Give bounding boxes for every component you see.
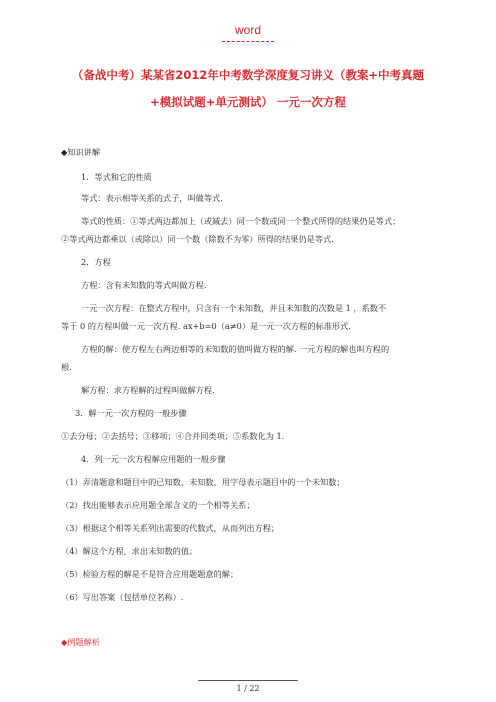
page-number: 1 / 22 (236, 684, 260, 693)
page-header: word (234, 23, 261, 37)
subheading-steps: 3．解一元一次方程的一般步骤 (75, 408, 187, 418)
paragraph-equality-properties-1: 等式的性质：①等式两边都加上（或减去）同一个数或同一个整式所得的结果仍是等式； (81, 216, 401, 226)
footer-rule (198, 680, 298, 681)
subheading-word-problems: 4．列一元一次方程解应用题的一般步骤 (81, 454, 226, 464)
list-item-step-2: （2）找出能够表示应用题全部含义的一个相等关系； (61, 500, 255, 510)
paragraph-steps-list: ①去分母；②去括号；③移项；④合并同类项；⑤系数化为 1. (61, 431, 285, 441)
subheading-equality: 1．等式和它的性质 (81, 172, 152, 182)
paragraph-solving: 解方程：求方程解的过程叫做解方程. (81, 385, 215, 395)
list-item-step-3: （3）根据这个相等关系列出需要的代数式，从而列出方程； (61, 523, 280, 533)
paragraph-solution-1: 方程的解：使方程左右两边相等的未知数的值叫做方程的解. 一元方程的解也叫方程的 (81, 344, 390, 354)
list-item-step-1: （1）弄清题意和题目中的已知数、未知数，用字母表示题目中的一个未知数； (61, 477, 345, 487)
section-heading-examples: ◆例题解析 (61, 637, 101, 647)
document-title-line-2: +模拟试题+单元测试） 一元一次方程 (150, 95, 346, 109)
paragraph-solution-2: 根. (61, 362, 72, 372)
paragraph-linear-equation-1: 一元一次方程：在整式方程中，只含有一个未知数，并且未知数的次数是 1 ，系数不 (81, 303, 387, 313)
section-heading-knowledge: ◆知识讲解 (61, 147, 101, 157)
paragraph-equation-definition: 方程：含有未知数的等式叫做方程. (81, 280, 207, 290)
list-item-step-5: （5）检验方程的解是不是符合应用题题意的解； (61, 569, 239, 579)
header-rule (222, 41, 274, 42)
paragraph-equality-definition: 等式：表示相等关系的式子，叫做等式. (81, 193, 223, 203)
document-title-line-1: （备战中考）某某省2012年中考数学深度复习讲义（教案+中考真题 (71, 68, 425, 82)
paragraph-equality-properties-2: ②等式两边都乘以（或除以）同一个数（除数不为零）所得的结果仍是等式. (61, 234, 334, 244)
list-item-step-4: （4）解这个方程，求出未知数的值； (61, 546, 198, 556)
list-item-step-6: （6）写出答案（包括单位名称）. (61, 592, 184, 602)
paragraph-linear-equation-2: 等于 0 的方程叫做一元一次方程. ax+b=0（a≠0）是一元一次方程的标准形式. (61, 321, 351, 331)
subheading-equation: 2．方程 (81, 257, 111, 267)
